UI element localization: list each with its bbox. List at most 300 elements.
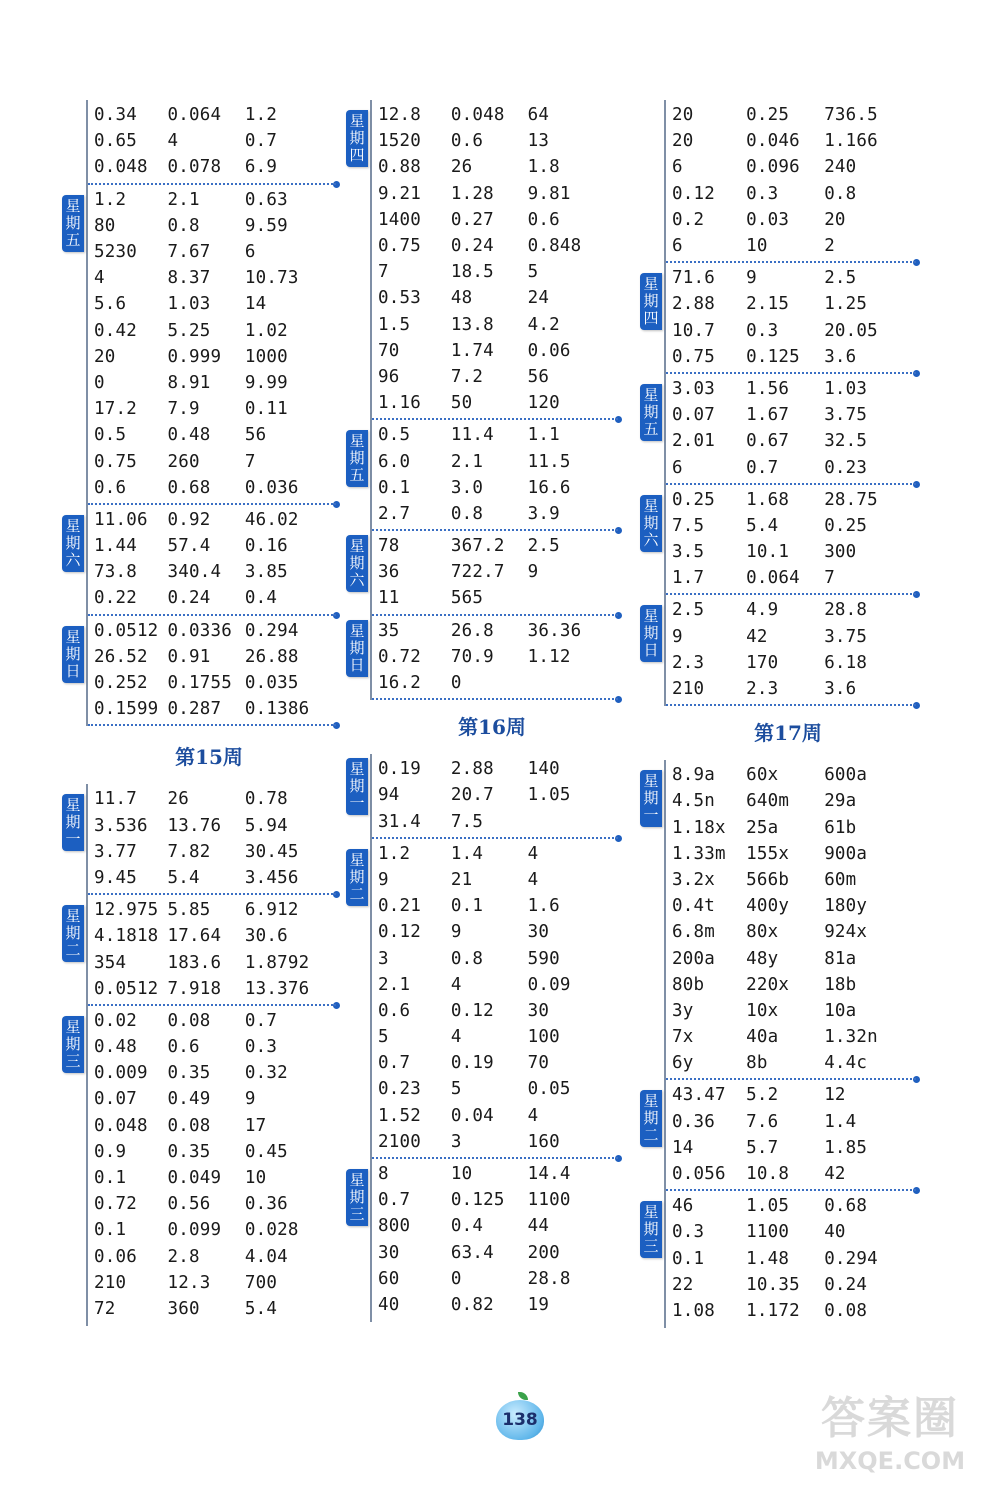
answer-row [372, 285, 614, 311]
day-block [65, 784, 332, 895]
answer-cell: 9.45 [94, 867, 137, 888]
day-tab: 星期一 [62, 794, 84, 851]
answer-row [88, 1008, 332, 1034]
answer-cell: 6 [672, 157, 683, 178]
answer-cell: 0.5 [94, 425, 127, 446]
answer-cell: 0.27 [450, 209, 494, 230]
answer-cell: 1.8792 [244, 952, 310, 973]
answer-cell: 18b [824, 974, 857, 995]
answer-cell: 0.24 [824, 1274, 868, 1295]
answer-cell: 2.5 [824, 268, 857, 289]
answer-cell: 81a [824, 948, 857, 969]
day-block [643, 595, 912, 706]
day-tab: 星期一 [640, 770, 662, 827]
day-tab: 星期六 [346, 535, 368, 592]
answer-cell: 1.2 [94, 189, 127, 210]
answer-row [666, 1272, 912, 1298]
answer-cell: 0.08 [824, 1300, 868, 1321]
answer-cell: 0.19 [450, 1053, 494, 1074]
watermark-title: 答案圈 [821, 1393, 959, 1444]
answer-cell: 20.05 [824, 320, 878, 341]
answer-cell: 0.4t [672, 896, 715, 917]
answer-cell: 0.3 [672, 1222, 705, 1243]
answer-cell: 48y [746, 948, 779, 969]
answer-cell: 0.1599 [94, 699, 159, 720]
answer-row [372, 1050, 614, 1076]
answer-cell: 1.32n [824, 1027, 878, 1048]
answer-cell: 10.1 [746, 542, 790, 563]
answer-cell: 3.75 [824, 626, 868, 647]
answer-cell: 900a [824, 843, 868, 864]
answer-cell: 18.5 [450, 262, 494, 283]
answer-row [88, 128, 332, 154]
answer-cell: 0 [450, 1268, 462, 1289]
answer-cell: 4.9 [746, 600, 779, 621]
answer-row [88, 187, 332, 213]
answer-cell: 0.5 [378, 425, 411, 446]
answer-cell: 11.4 [450, 425, 494, 446]
answer-cell: 9 [378, 869, 389, 890]
answer-row [88, 1217, 332, 1243]
answer-cell: 2.1 [167, 189, 200, 210]
answer-cell: 0.42 [94, 320, 137, 341]
answer-cell: 0.0512 [94, 978, 159, 999]
answer-row [666, 1024, 912, 1050]
day-tab: 星期二 [62, 905, 84, 962]
answer-cell: 56 [244, 425, 267, 446]
answer-cell: 8 [378, 1164, 389, 1185]
answer-row [666, 291, 912, 317]
answer-cell: 6.912 [244, 900, 299, 921]
answer-cell: 30.6 [244, 926, 288, 947]
column-1 [62, 100, 332, 1326]
answer-row [372, 1024, 614, 1050]
answer-cell: 800 [378, 1216, 411, 1237]
answer-cell: 1100 [527, 1190, 571, 1211]
answer-cell: 1.67 [746, 405, 790, 426]
answer-cell: 0.7 [746, 457, 779, 478]
answer-row [372, 756, 614, 782]
answer-cell: 5.4 [746, 515, 779, 536]
answer-cell: 0.32 [244, 1063, 288, 1084]
answer-cell: 8.9a [672, 765, 715, 786]
answer-row [666, 376, 912, 402]
answer-cell: 0.75 [672, 346, 715, 367]
answer-row [88, 291, 332, 317]
answer-row [666, 1050, 912, 1076]
answer-row [88, 1270, 332, 1296]
answer-cell: 14 [244, 294, 267, 315]
answer-row [88, 923, 332, 949]
answer-cell: 0.6 [450, 131, 484, 152]
answer-cell: 11.7 [94, 789, 137, 810]
answer-cell: 14.4 [527, 1164, 571, 1185]
answer-row [666, 265, 912, 291]
answer-cell: 0.4 [244, 588, 278, 609]
answer-cell: 3.85 [244, 562, 288, 583]
week-title: 第17周 [754, 721, 822, 746]
answer-cell: 736.5 [824, 105, 878, 126]
watermark [800, 1392, 980, 1482]
answer-cell: 20.7 [450, 785, 494, 806]
answer-cell: 0.12 [672, 183, 715, 204]
answer-cell: 200a [672, 948, 715, 969]
answer-cell: 2 [824, 236, 835, 257]
answer-row [666, 867, 912, 893]
day-tab: 星期五 [640, 384, 662, 441]
answer-row [666, 893, 912, 919]
answer-cell: 0.252 [94, 673, 148, 694]
answer-cell: 36.36 [527, 620, 582, 641]
answer-cell: 6.9 [244, 157, 278, 178]
day-block [349, 100, 614, 420]
answer-cell: 0.75 [378, 236, 421, 257]
answer-cell: 3.6 [824, 679, 857, 700]
answer-cell: 40 [378, 1294, 400, 1315]
answer-cell: 240 [824, 157, 857, 178]
answer-row [666, 1161, 912, 1187]
answer-row [372, 1266, 614, 1292]
answer-row [666, 565, 912, 591]
answer-row [372, 841, 614, 867]
answer-cell: 4 [527, 843, 539, 864]
answer-cell: 0.12 [378, 922, 421, 943]
answer-cell: 10.7 [672, 320, 715, 341]
answer-cell: 0.35 [167, 1063, 211, 1084]
answer-cell: 50 [450, 393, 473, 414]
answer-cell: 3.0 [450, 477, 484, 498]
answer-cell: 0.036 [244, 477, 299, 498]
answer-cell: 5.94 [244, 815, 288, 836]
answer-cell: 12 [824, 1085, 846, 1106]
answer-cell: 0.35 [167, 1141, 211, 1162]
answer-cell: 0.03 [746, 209, 790, 230]
answer-cell: 0.12 [450, 1000, 494, 1021]
answer-row [88, 533, 332, 559]
answer-cell: 2.3 [746, 679, 779, 700]
day-block [643, 1191, 912, 1328]
answer-row [88, 318, 332, 344]
answer-cell: 4 [527, 1105, 539, 1126]
answer-cell: 9.81 [527, 183, 571, 204]
answer-cell: 1.02 [244, 320, 288, 341]
answer-cell: 9 [672, 626, 683, 647]
answer-cell: 0.1755 [167, 673, 232, 694]
answer-row [666, 1135, 912, 1161]
answer-cell: 260 [167, 451, 200, 472]
answer-cell: 5230 [94, 242, 137, 263]
answer-cell: 0.8 [824, 183, 857, 204]
answer-cell: 9.99 [244, 372, 288, 393]
answer-cell: 17.64 [167, 926, 222, 947]
answer-row [372, 390, 614, 416]
answer-cell: 300 [824, 542, 857, 563]
answer-cell: 5 [527, 262, 539, 283]
answer-cell: 1.08 [672, 1300, 715, 1321]
answer-cell: 0.7 [378, 1190, 411, 1211]
answer-cell: 4 [450, 974, 462, 995]
answer-row [372, 1161, 614, 1187]
answer-row [88, 585, 332, 611]
answer-cell: 2.15 [746, 294, 790, 315]
answer-row [666, 597, 912, 623]
answer-cell: 0.7 [244, 1010, 278, 1031]
answer-cell: 4 [167, 131, 179, 152]
answer-row [372, 475, 614, 501]
answer-cell: 5.4 [244, 1298, 278, 1319]
day-tab: 星期五 [346, 430, 368, 487]
answer-cell: 0 [450, 673, 462, 694]
answer-row [88, 507, 332, 533]
answer-cell: 0.0336 [167, 620, 232, 641]
answer-cell: 180y [824, 896, 868, 917]
day-tab: 星期四 [346, 110, 368, 167]
answer-cell: 0.046 [746, 131, 800, 152]
answer-cell: 29a [824, 791, 857, 812]
answer-cell: 0.72 [378, 646, 421, 667]
answer-cell: 400y [746, 896, 790, 917]
answer-cell: 155x [746, 843, 790, 864]
answer-cell: 22 [672, 1274, 694, 1295]
answer-row [88, 1244, 332, 1270]
day-tab: 星期五 [62, 195, 84, 252]
answer-row [666, 487, 912, 513]
day-block [65, 616, 332, 727]
answer-cell: 2.8 [167, 1246, 200, 1267]
day-block [664, 100, 912, 263]
answer-row [372, 181, 614, 207]
day-block [643, 374, 912, 485]
answer-row [372, 154, 614, 180]
answer-row [666, 815, 912, 841]
answer-row [88, 1296, 332, 1322]
answer-cell: 9 [244, 1089, 256, 1110]
answer-cell: 722.7 [450, 562, 505, 583]
answer-cell: 6y [672, 1053, 694, 1074]
answer-cell: 13 [527, 131, 550, 152]
answer-cell: 3.6 [824, 346, 857, 367]
answer-cell: 80 [94, 215, 116, 236]
answer-cell: 0.6 [378, 1000, 411, 1021]
answer-cell: 0.91 [167, 646, 211, 667]
answer-row [666, 1082, 912, 1108]
answer-row [666, 428, 912, 454]
answer-row [666, 318, 912, 344]
answer-cell: 35 [378, 620, 400, 641]
answer-row [666, 154, 912, 180]
answer-cell: 160 [527, 1131, 560, 1152]
answer-cell: 0.1 [672, 1248, 705, 1269]
answer-cell: 0.65 [94, 131, 137, 152]
answer-cell: 0.999 [167, 346, 222, 367]
answer-cell: 0.36 [672, 1111, 715, 1132]
day-block [349, 420, 614, 531]
answer-cell: 0.04 [450, 1105, 494, 1126]
answer-cell: 5 [378, 1027, 389, 1048]
answer-row [666, 539, 912, 565]
answer-row [372, 1129, 614, 1155]
answer-cell: 0.02 [94, 1010, 137, 1031]
answer-cell: 0.05 [527, 1079, 571, 1100]
answer-cell: 20 [672, 105, 694, 126]
answer-cell: 2.88 [672, 294, 715, 315]
answer-cell: 2.1 [450, 451, 484, 472]
answer-cell: 70 [378, 340, 400, 361]
answer-cell: 1.05 [527, 785, 571, 806]
answer-row [666, 972, 912, 998]
answer-cell: 0.08 [167, 1115, 211, 1136]
answer-cell: 0.049 [167, 1168, 222, 1189]
answer-cell: 28.75 [824, 489, 878, 510]
answer-cell: 10.8 [746, 1164, 790, 1185]
answer-cell: 2.88 [450, 759, 494, 780]
answer-row [666, 1219, 912, 1245]
answer-cell: 0.8 [450, 503, 484, 524]
answer-cell: 30 [378, 1242, 400, 1263]
answer-cell: 30 [527, 1000, 550, 1021]
answer-cell: 0.92 [167, 509, 211, 530]
answer-cell: 0.63 [244, 189, 288, 210]
answer-row [666, 1246, 912, 1272]
answer-cell: 0.67 [746, 431, 790, 452]
answer-cell: 1.7 [672, 568, 705, 589]
answer-cell: 1.33m [672, 843, 726, 864]
answer-cell: 11 [378, 588, 400, 609]
answer-cell: 1.74 [450, 340, 494, 361]
day-block [65, 185, 332, 505]
answer-cell: 7.5 [450, 811, 484, 832]
answer-cell: 9.59 [244, 215, 288, 236]
answer-cell: 6 [672, 236, 683, 257]
answer-cell: 0.25 [746, 105, 790, 126]
answer-cell: 0.11 [244, 399, 288, 420]
answer-row [666, 650, 912, 676]
answer-cell: 0.21 [378, 896, 421, 917]
answer-cell: 10.73 [244, 268, 299, 289]
answer-row [372, 893, 614, 919]
answer-cell: 1400 [378, 209, 421, 230]
answer-cell: 1.5 [378, 314, 411, 335]
answer-cell: 0.68 [167, 477, 211, 498]
answer-cell: 2.1 [378, 974, 411, 995]
answer-cell: 17 [244, 1115, 267, 1136]
answer-row [666, 513, 912, 539]
answer-cell: 0.3 [244, 1037, 278, 1058]
day-block [65, 1006, 332, 1326]
answer-cell: 8.91 [167, 372, 211, 393]
answer-cell: 12.3 [167, 1272, 211, 1293]
day-block [349, 531, 614, 616]
answer-row [88, 1113, 332, 1139]
answer-cell: 0.49 [167, 1089, 211, 1110]
answer-cell: 0.048 [450, 105, 505, 126]
answer-cell: 0.72 [94, 1194, 137, 1215]
answer-row [666, 945, 912, 971]
answer-row [666, 1193, 912, 1219]
answer-row [372, 338, 614, 364]
answer-cell: 0.7 [244, 131, 278, 152]
answer-row [88, 1191, 332, 1217]
day-tab: 星期六 [62, 515, 84, 572]
answer-cell: 0.09 [527, 974, 571, 995]
answer-cell: 42 [824, 1164, 846, 1185]
answer-row [88, 949, 332, 975]
answer-row [88, 1165, 332, 1191]
answer-cell: 1.05 [746, 1196, 790, 1217]
answer-cell: 5.2 [746, 1085, 779, 1106]
week-title: 第16周 [458, 715, 526, 740]
answer-cell: 12.8 [378, 105, 421, 126]
answer-cell: 4.1818 [94, 926, 159, 947]
answer-cell: 21 [450, 869, 473, 890]
answer-cell: 7.6 [746, 1111, 779, 1132]
answer-row [88, 696, 332, 722]
answer-cell: 6.18 [824, 652, 868, 673]
answer-cell: 3.5 [672, 542, 705, 563]
day-tab: 星期日 [346, 620, 368, 677]
answer-cell: 0.2 [672, 209, 705, 230]
answer-row [666, 402, 912, 428]
answer-cell: 36 [378, 562, 400, 583]
answer-row [88, 1060, 332, 1086]
answer-cell: 7x [672, 1027, 694, 1048]
answer-cell: 1.1 [527, 425, 560, 446]
answer-cell: 0.82 [450, 1294, 494, 1315]
answer-cell: 3.2x [672, 869, 715, 890]
answer-cell: 2.7 [378, 503, 411, 524]
answer-cell: 3.456 [244, 867, 299, 888]
day-block [65, 505, 332, 616]
answer-row [372, 1187, 614, 1213]
answer-row [88, 1139, 332, 1165]
answer-cell: 360 [167, 1298, 200, 1319]
answer-cell: 0.056 [672, 1164, 726, 1185]
answer-cell: 10.35 [746, 1274, 800, 1295]
answer-cell: 28.8 [527, 1268, 571, 1289]
answer-cell: 0.25 [672, 489, 715, 510]
answer-cell: 0.078 [167, 157, 222, 178]
answer-cell: 13.376 [244, 978, 310, 999]
answer-cell: 0.07 [672, 405, 715, 426]
answer-cell: 0.1 [94, 1220, 127, 1241]
answer-cell: 924x [824, 922, 868, 943]
answer-cell: 7.9 [167, 399, 200, 420]
answer-cell: 94 [378, 785, 400, 806]
answer-cell: 0.08 [167, 1010, 211, 1031]
answer-row [88, 1086, 332, 1112]
answer-cell: 210 [94, 1272, 127, 1293]
answer-cell: 1.2 [378, 843, 411, 864]
answer-row [666, 676, 912, 702]
answer-row [372, 102, 614, 128]
answer-cell: 0.0512 [94, 620, 159, 641]
answer-row [88, 670, 332, 696]
answer-row [372, 207, 614, 233]
watermark-url: MXQE.COM [814, 1447, 966, 1475]
answer-row [88, 396, 332, 422]
answer-row [372, 782, 614, 808]
answer-row [372, 501, 614, 527]
answer-cell: 0.1386 [244, 699, 310, 720]
column-2 [346, 100, 614, 1322]
answer-cell: 566b [746, 869, 790, 890]
answer-row [372, 1240, 614, 1266]
answer-row [372, 867, 614, 893]
answer-cell: 61b [824, 817, 857, 838]
answer-cell: 0.22 [94, 588, 137, 609]
answer-cell: 20 [824, 209, 846, 230]
answer-row [372, 919, 614, 945]
